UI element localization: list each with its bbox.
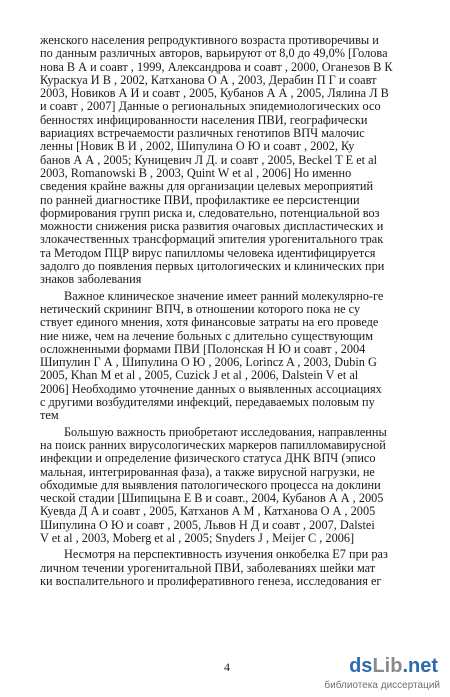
- text-line: мальная, интегрированная фаза), а также вирусной нагрузки, не: [40, 465, 375, 479]
- text-line: тем: [40, 409, 59, 423]
- text-line: ческой стадии [Шипицына Е В и соавт., 2004, Кубанов А А , 2005: [40, 492, 384, 506]
- text-line: Несмотря на перспективность изучения онкобелка Е7 при раз: [64, 548, 388, 562]
- text-line: бенностях инфицированности населения ПВИ, географически: [40, 113, 368, 127]
- text-line: женского населения репродуктивного возраста противоречивы и: [40, 34, 379, 47]
- text-line: инфекции и определение физического статуса ДНК ВПЧ (эписо: [40, 452, 376, 466]
- logo-net: .net: [402, 655, 438, 677]
- dslib-logo: [349, 655, 438, 678]
- text-line: нова В А и соавт , 1999, Александрова и соавт , 2000, Оганезов В К: [40, 60, 393, 74]
- text-line: Шипулин Г А , Шипулина О Ю , 2006, Lorincz A , 2003, Dubin G: [40, 356, 377, 370]
- text-line: сведения крайне важны для организации целевых мероприятий: [40, 180, 374, 194]
- text-line: 2003, Новиков А И и соавт , 2005, Кубанов А А , 2005, Лялина Л В: [40, 87, 389, 101]
- text-line: можности снижения риска развития очаговых диспластических и: [40, 220, 384, 234]
- body-text: [40, 34, 430, 591]
- text-line: Кураскуа И В , 2002, Катханова О А , 2003, Дерабин П Г и соавт: [40, 73, 377, 87]
- paragraph-1: [40, 34, 430, 287]
- watermark-tagline: библиотека диссертаций: [324, 680, 440, 691]
- text-line: ствует единого мнения, хотя финансовые затраты на его проведе: [40, 316, 379, 330]
- text-line: ние ниже, чем на лечение больных с длительно существующим: [40, 329, 374, 343]
- text-line: Куевда Д А и соавт , 2005, Катханов А М , Катханова О А , 2005: [40, 505, 376, 519]
- text-line: 2006] Необходимо уточнение данных о выявленных ассоциациях: [40, 382, 382, 396]
- text-line: злокачественных трансформаций эпителия урогенитального трак: [40, 233, 384, 247]
- text-line: V et al , 2003, Moberg et al , 2005; Snyders J , Meijer C , 2006]: [40, 531, 355, 545]
- text-line: та Методом ПЦР вирус папилломы человека идентифицируется: [40, 246, 376, 260]
- watermark: [322, 655, 442, 691]
- page-number: 4: [224, 660, 230, 674]
- paragraph-4: [40, 548, 430, 588]
- text-line: по данным различных авторов, варьируют от 8,0 до 49,0% [Голова: [40, 47, 388, 61]
- text-line: 2005, Khan M et al , 2005, Cuzick J et al , 2006, Dalstein V et al: [40, 369, 359, 383]
- text-line: вариациях встречаемости различных генотипов ВПЧ малочис: [40, 127, 365, 141]
- text-line: на поиск ранних вирусологических маркеров папилломавирусной: [40, 438, 386, 452]
- text-line: формирования групп риска и, следовательно, потенциальной воз: [40, 206, 380, 220]
- watermark-box: [322, 655, 442, 691]
- text-line: обходимые для выявления патологического процесса на доклини: [40, 478, 381, 492]
- text-line: по ранней диагностике ПВИ, профилактике ее персистенции: [40, 193, 360, 207]
- logo-lib: Lib: [372, 655, 403, 677]
- paragraph-2: [40, 290, 430, 423]
- logo-ds: ds: [349, 655, 373, 677]
- text-line: задолго до появления первых цитологических и клинических при: [40, 260, 385, 274]
- text-line: нетический скрининг ВПЧ, в отношении которого пока не су: [40, 302, 361, 316]
- text-line: ки воспалительного и пролиферативного генеза, исследования ег: [40, 574, 382, 588]
- text-line: осложненными формами ПВИ [Полонская Н Ю и соавт , 2004: [40, 342, 366, 356]
- text-line: 2003, Romanowski B , 2003, Quint W et al , 2006] Но именно: [40, 166, 352, 180]
- paragraph-3: [40, 426, 430, 546]
- text-line: Большую важность приобретают исследования, направленны: [64, 425, 387, 439]
- text-line: и соавт , 2007] Данные о региональных эпидемиологических осо: [40, 100, 381, 114]
- text-line: личном течении урогенитальной ПВИ, заболеваниях шейки мат: [40, 561, 376, 575]
- text-line: банов А А , 2005; Куницевич Л Д. и соавт , 2005, Beckel T E et al: [40, 153, 378, 167]
- text-line: ленны [Новик В И , 2002, Шипулина О Ю и соавт , 2002, Ку: [40, 140, 355, 154]
- text-line: Важное клиническое значение имеет ранний молекулярно-ге: [64, 289, 384, 303]
- text-line: знаков заболевания: [40, 273, 142, 287]
- text-line: Шипулина О Ю и соавт , 2005, Львов Н Д и соавт , 2007, Dalstei: [40, 518, 375, 532]
- text-line: с другими возбудителями инфекций, передаваемых половым пу: [40, 396, 375, 410]
